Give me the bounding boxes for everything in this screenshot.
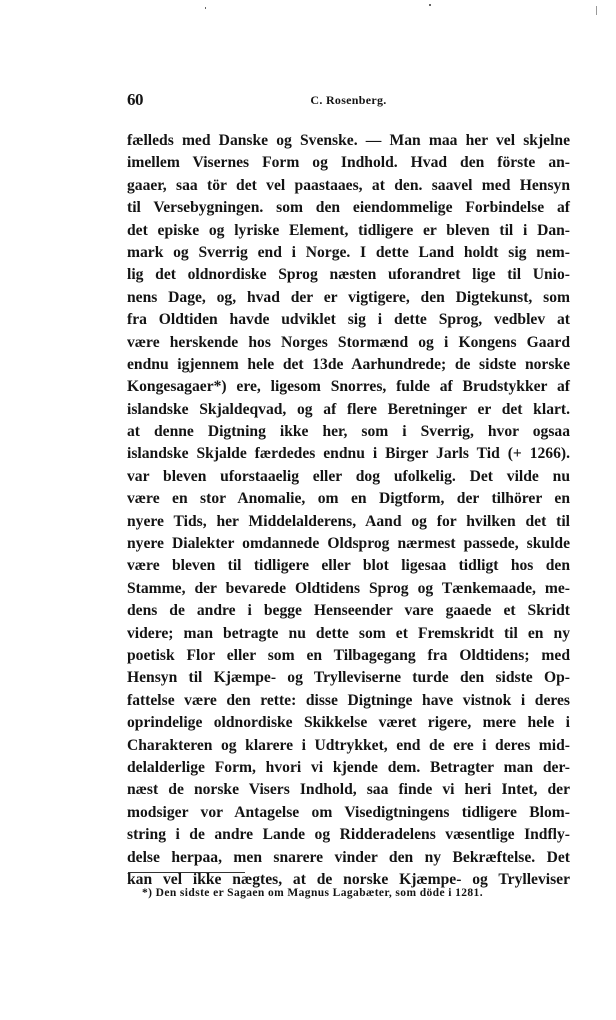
text-line: endnu igjennem hele det 13de Aarhundrede; de sidste norske [127,355,570,373]
text-line: modsiger vor Antagelse om Visedigtningens tidligere Blom- [127,803,570,821]
text-line: næst de norske Visers Indhold, saa finde vi heri Intet, der [127,781,570,799]
text-line: nyere Dialekter omdannede Oldsprog nærmest passede, skulde [127,535,570,553]
text-line: nens Dage, og, hvad der er vigtigere, den Digtekunst, som [127,288,570,306]
text-line: delalderlige Form, hvori vi kjende dem. Betragter man der- [127,758,570,776]
scan-speck [205,7,206,9]
text-line: dens de andre i begge Henseender vare gaaede et Skridt [127,602,570,620]
text-line: kan vel ikke nægtes, at de norske Kjæmpe- og Trylleviser [127,870,570,888]
page-number: 60 [127,90,143,109]
text-line: delse herpaa, men snarere vinder den ny Bekræftelse. Det [127,848,570,866]
text-line: string i de andre Lande og Ridderadelens væsentlige Indfly- [127,826,570,844]
text-line: mark og Sverrig end i Norge. I dette Land holdt sig nem- [127,243,570,261]
text-line: imellem Visernes Form og Indhold. Hvad den förste an- [127,154,570,172]
text-line: poetisk Flor eller som en Tilbagegang fra Oldtidens; med [127,646,570,664]
text-line: Hensyn til Kjæmpe- og Trylleviserne turde den sidste Op- [127,669,570,687]
footnote: *) Den sidste er Sagaen om Magnus Lagabæter, som döde i 1281. [142,887,483,899]
text-line: oprindelige oldnordiske Skikkelse været rigere, mere hele i [127,714,570,732]
text-line: det episke og lyriske Element, tidligere er bleven til i Dan- [127,221,570,239]
text-line: at denne Digtning ikke her, som i Sverrig, hvor ogsaa [127,423,570,441]
text-line: videre; man betragte nu dette som et Fremskridt til en ny [127,624,570,642]
text-line: islandske Skjalde færdedes endnu i Birger Jarls Tid (+ 1266). [127,445,570,463]
text-line: gaaer, saa tör det vel paastaaes, at den. saavel med Hensyn [127,176,570,194]
text-line: Kongesagaer*) ere, ligesom Snorres, fulde af Brudstykker af [127,378,570,396]
running-head: C. Rosenberg. [310,93,387,107]
text-line: fra Oldtiden havde udviklet sig i dette Sprog, vedblev at [127,311,570,329]
page-header [127,90,570,110]
text-line: være bleven til tidligere eller blot ligesaa tidligt hos den [127,557,570,575]
body-text [127,130,570,891]
text-line: islandske Skjaldeqvad, og af flere Beretninger er det klart. [127,400,570,418]
text-line: være en stor Anomalie, om en Digtform, der tilhörer en [127,490,570,508]
text-line: være herskende hos Norges Stormænd og i Kongens Gaard [127,333,570,351]
text-line: fælleds med Danske og Svenske. — Man maa her vel skjelne [127,132,570,149]
text-line: fattelse være den rette: disse Digtninge have vistnok i deres [127,691,570,709]
text-line: lig det oldnordiske Sprog næsten uforandret lige til Unio- [127,266,570,284]
footnote-divider [128,872,245,873]
text-line: til Versebygningen. som den eiendommelige Forbindelse af [127,199,570,217]
text-line: Charakteren og klarere i Udtrykket, end de ere i deres mid- [127,736,570,754]
scan-speck [596,6,597,15]
text-line: nyere Tids, her Middelalderens, Aand og for hvilken det til [127,512,570,530]
text-line: Stamme, der bevarede Oldtidens Sprog og Tænkemaade, me- [127,579,570,597]
scan-speck [429,4,431,6]
text-line: var bleven uforstaaelig eller dog ufolkelig. Det vilde nu [127,467,570,485]
